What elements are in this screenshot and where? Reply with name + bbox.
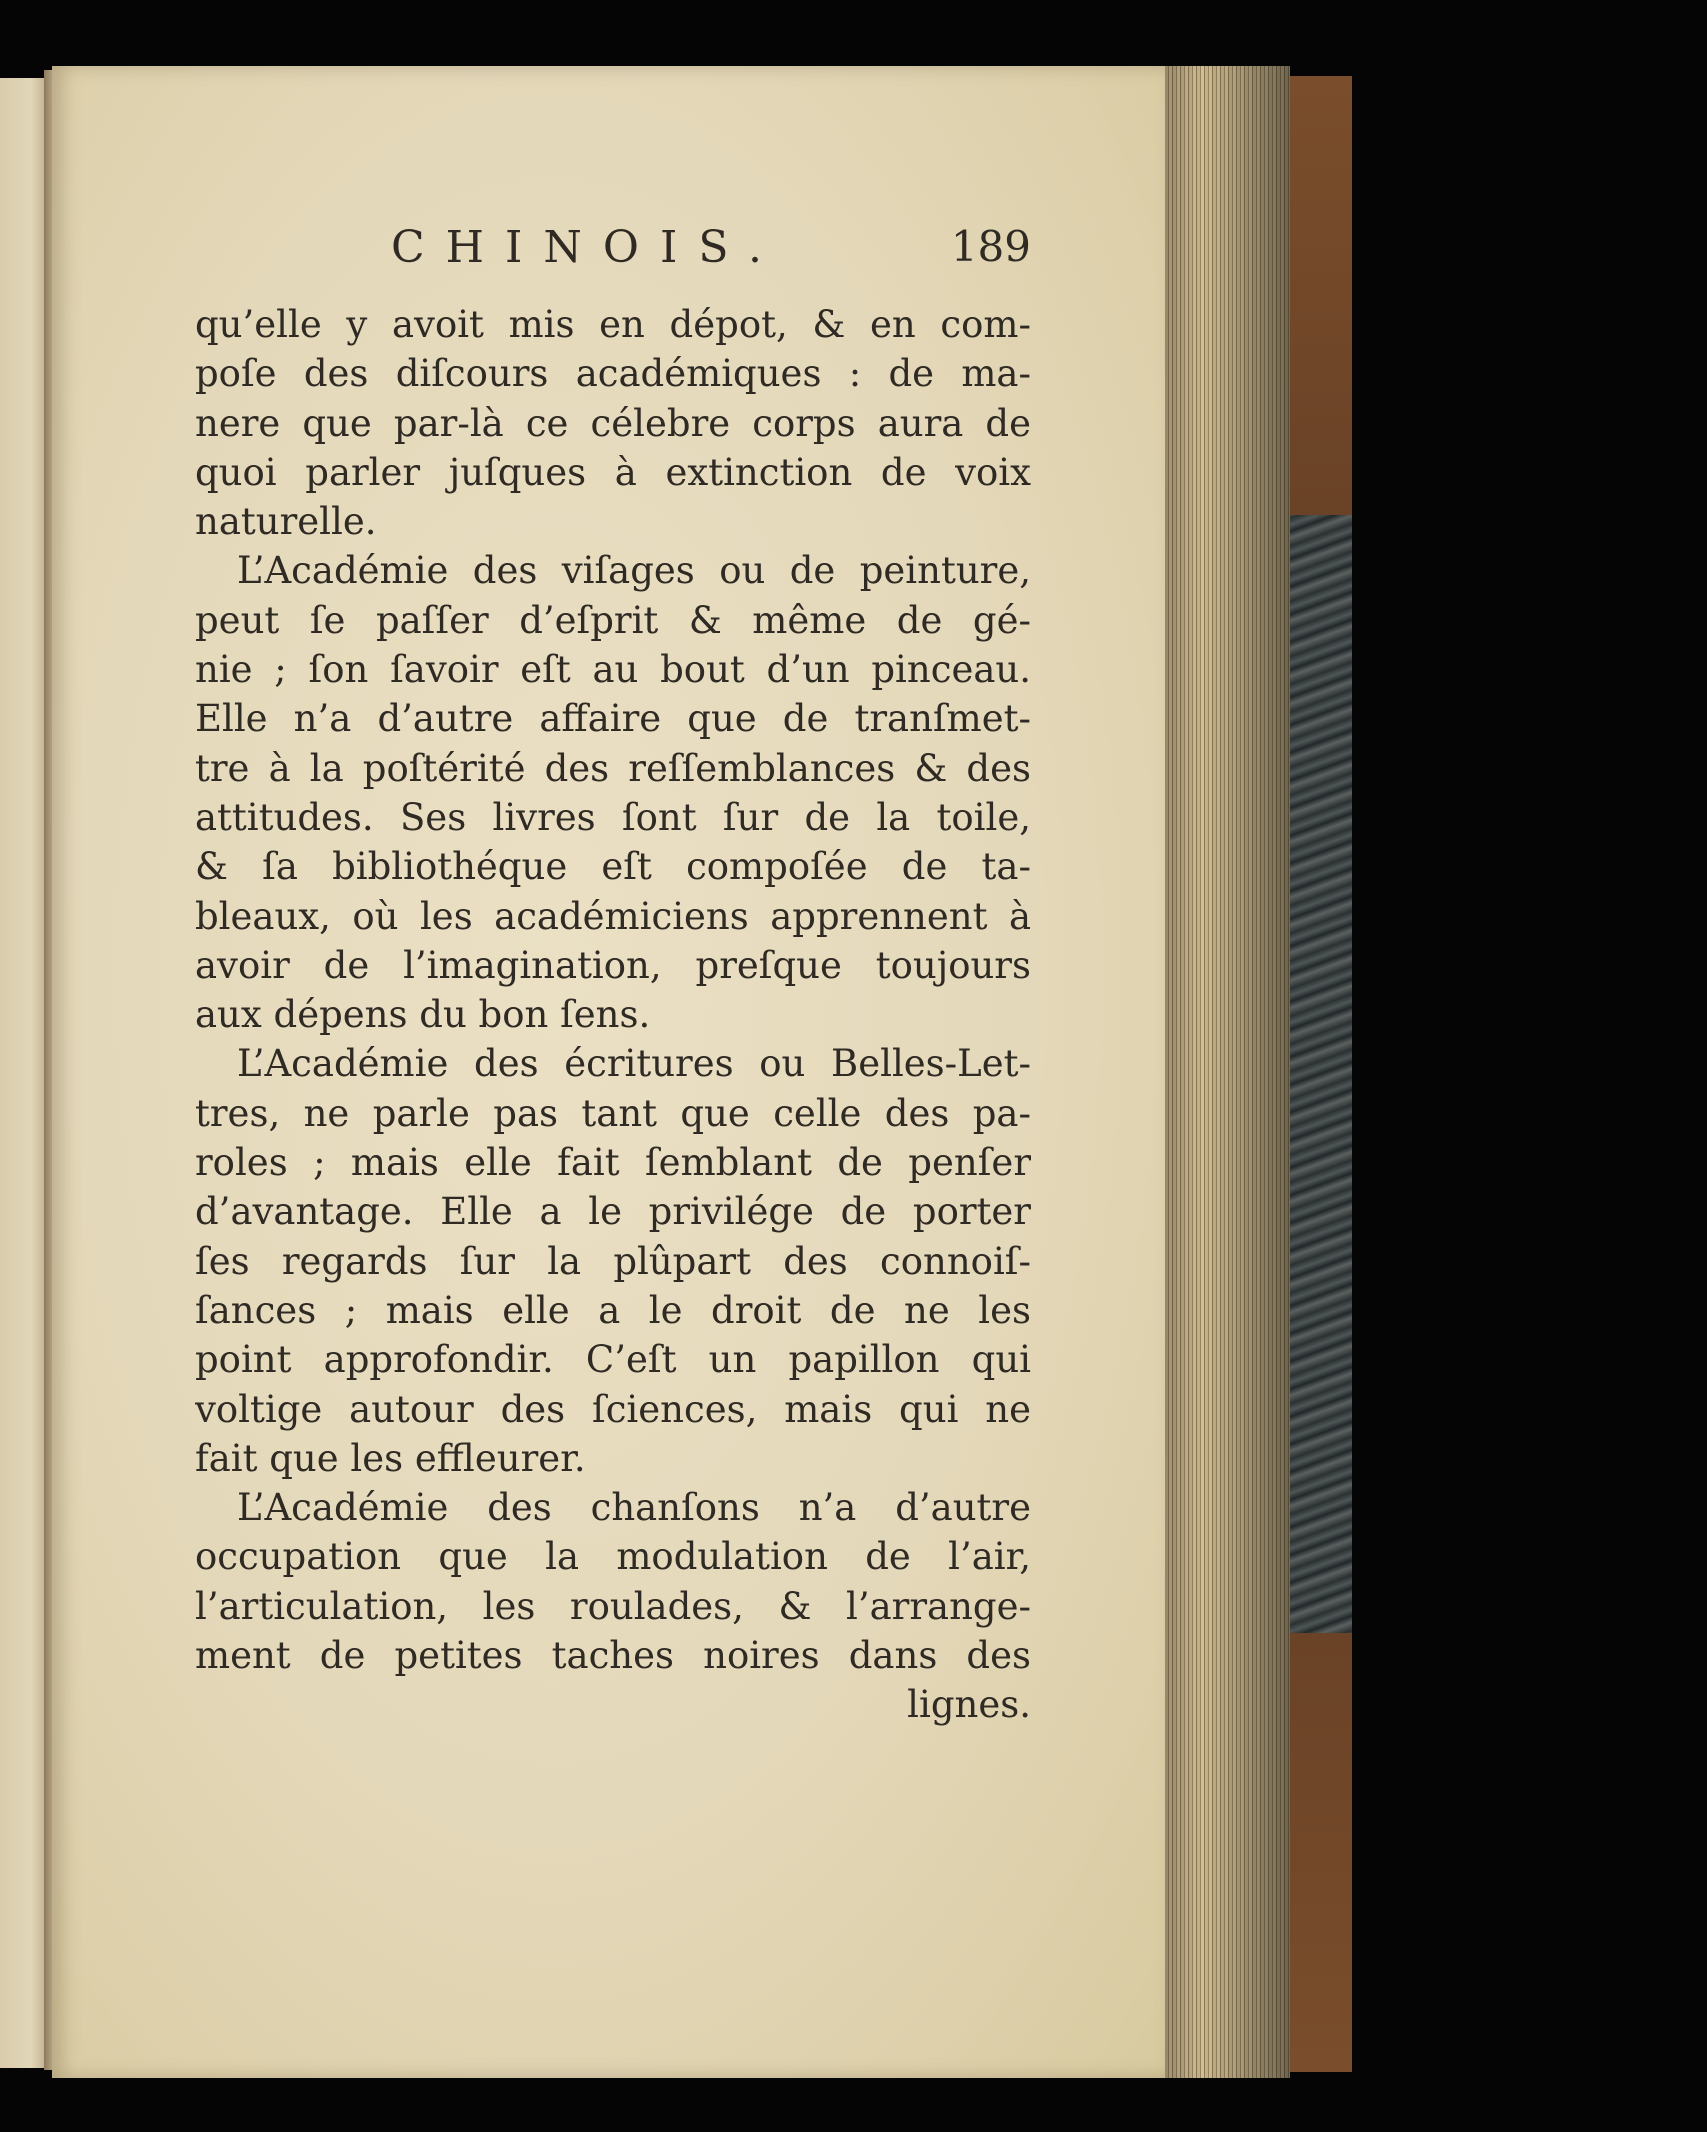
- text-line: roles ; mais elle fait ſemblant de penſer: [195, 1141, 1031, 1185]
- text-line: L’Académie des chanſons n’a d’autre: [237, 1486, 1031, 1530]
- text-line: avoir de l’imagination, preſque toujours: [195, 943, 1031, 987]
- text-line: quoi parler juſques à extinction de voix: [195, 450, 1031, 494]
- running-title: CHINOIS.: [391, 222, 783, 273]
- text-line: L’Académie des viſages ou de peinture,: [237, 549, 1031, 593]
- text-line: nie ; ſon ſavoir eſt au bout d’un pinceau.: [195, 648, 1031, 692]
- text-line: d’avantage. Elle a le privilége de porter: [195, 1190, 1031, 1234]
- text-line: bleaux, où les académiciens apprennent à: [195, 894, 1031, 938]
- text-line: aux dépens du bon ſens.: [195, 993, 651, 1037]
- text-line: point approfondir. C’eſt un papillon qui: [195, 1338, 1031, 1382]
- text-line: tres, ne parle pas tant que celle des pa-: [195, 1091, 1031, 1135]
- text-line: L’Académie des écritures ou Belles-Let-: [237, 1042, 1031, 1086]
- text-line: fait que les effleurer.: [195, 1436, 586, 1480]
- text-line: ſances ; mais elle a le droit de ne les: [195, 1288, 1031, 1332]
- text-line: Elle n’a d’autre affaire que de tranſmet-: [195, 697, 1031, 741]
- text-line: voltige autour des ſciences, mais qui ne: [195, 1387, 1031, 1431]
- catchword: lignes.: [907, 1683, 1031, 1727]
- page-edges-shadow: [1165, 66, 1290, 2078]
- running-head: [195, 222, 1031, 294]
- text-line: nere que par-là ce célebre corps aura de: [195, 401, 1031, 445]
- text-line: l’articulation, les roulades, & l’arrange-: [195, 1584, 1031, 1628]
- text-line: ſes regards ſur la plûpart des connoiſ-: [195, 1239, 1031, 1283]
- text-line: peut ſe paſſer d’eſprit & même de gé-: [195, 598, 1031, 642]
- text-line: & ſa bibliothéque eſt compoſée de ta-: [195, 845, 1031, 889]
- text-line: tre à la poſtérité des reſſemblances & des: [195, 746, 1031, 790]
- text-line: ment de petites taches noires dans des: [195, 1634, 1031, 1678]
- text-line: naturelle.: [195, 500, 377, 544]
- text-line: occupation que la modulation de l’air,: [195, 1535, 1031, 1579]
- page-number: 189: [950, 222, 1031, 271]
- marbled-book-cover: [1290, 76, 1352, 2072]
- text-line: attitudes. Ses livres ſont ſur de la toile,: [195, 795, 1031, 839]
- text-line: poſe des diſcours académiques : de ma-: [195, 352, 1031, 396]
- text-block: [195, 222, 1031, 1730]
- text-line: qu’elle y avoit mis en dépot, & en com-: [195, 303, 1031, 346]
